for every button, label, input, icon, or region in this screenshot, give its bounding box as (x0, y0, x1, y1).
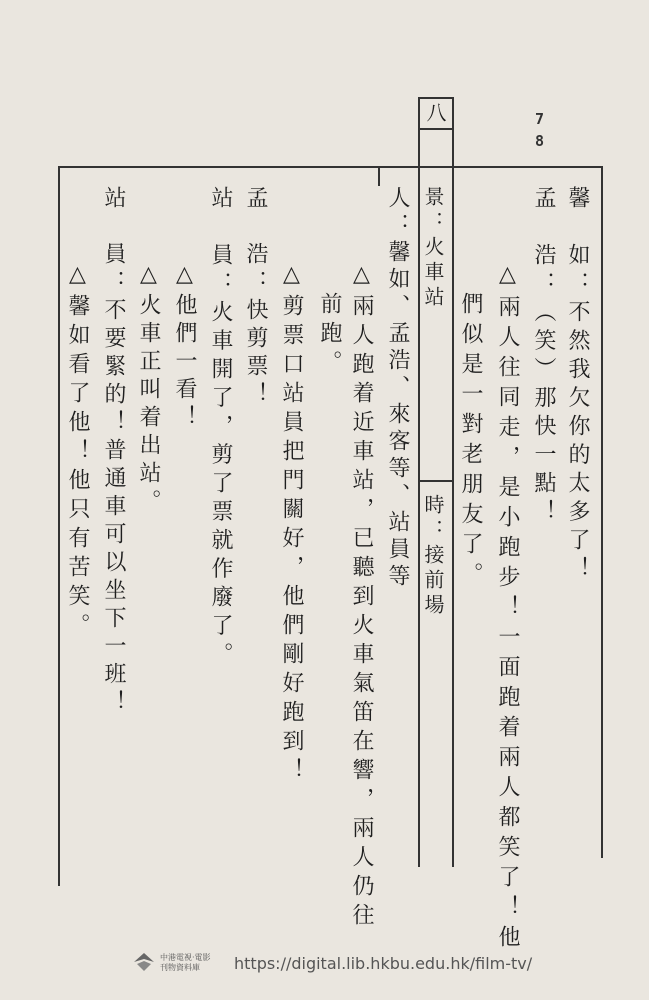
scene-box-left (418, 97, 420, 867)
stage-direction: △馨如看了他！他只有苦笑。 (65, 262, 90, 642)
scene-box-divider (418, 128, 454, 130)
stage-direction: △火車正叫着出站。 (136, 262, 161, 517)
stage-direction: △兩人往同走，是小跑步！一面跑着兩人都笑了！他 (495, 262, 520, 955)
stage-direction: 前跑。 (317, 292, 342, 379)
stage-direction: 們似是一對老朋友了。 (458, 292, 483, 592)
scene-box-divider-time (418, 480, 454, 482)
top-rule (58, 166, 602, 168)
page-number: 7 8 (535, 110, 545, 150)
right-rule (601, 166, 603, 858)
dialogue-line: 馨 如：不然我欠你的太多了！ (565, 186, 590, 585)
dialogue-line: 孟 浩：快剪票！ (243, 186, 268, 410)
scene-time: 時：接前場 (421, 494, 445, 619)
footer-org (160, 953, 230, 973)
dialogue-line: 站 員：火車開了，剪了票就作廢了。 (208, 186, 233, 671)
scene-box-top (418, 97, 454, 99)
scene-location: 景：火車站 (421, 186, 445, 311)
footer-org-line2: 刊物資料庫 (160, 963, 200, 972)
left-rule (58, 166, 60, 886)
dialogue-line: 孟 浩：（笑）那快一點！ (531, 186, 556, 528)
dialogue-line: 站 員：不要緊的！普通車可以坐下一班！ (101, 186, 126, 718)
scene-box-right (452, 97, 454, 867)
footer-org-line1: 中港電視·電影 (160, 953, 211, 962)
stage-direction: △他們一看！ (172, 262, 197, 433)
library-logo-icon (132, 950, 156, 974)
scene-box-join (378, 166, 420, 168)
scene-box-join-v (378, 166, 380, 186)
scene-number: 八 (423, 102, 447, 128)
stage-direction: △剪票口站員把門關好，他們剛好跑到！ (279, 262, 304, 787)
stage-direction: △兩人跑着近車站，已聽到火車氣笛在響，兩人仍往 (349, 262, 374, 932)
footer-url-link[interactable]: https://digital.lib.hkbu.edu.hk/film-tv/ (234, 954, 533, 973)
character-list: 人：馨如、孟浩、來客等、站員等 (385, 186, 410, 591)
